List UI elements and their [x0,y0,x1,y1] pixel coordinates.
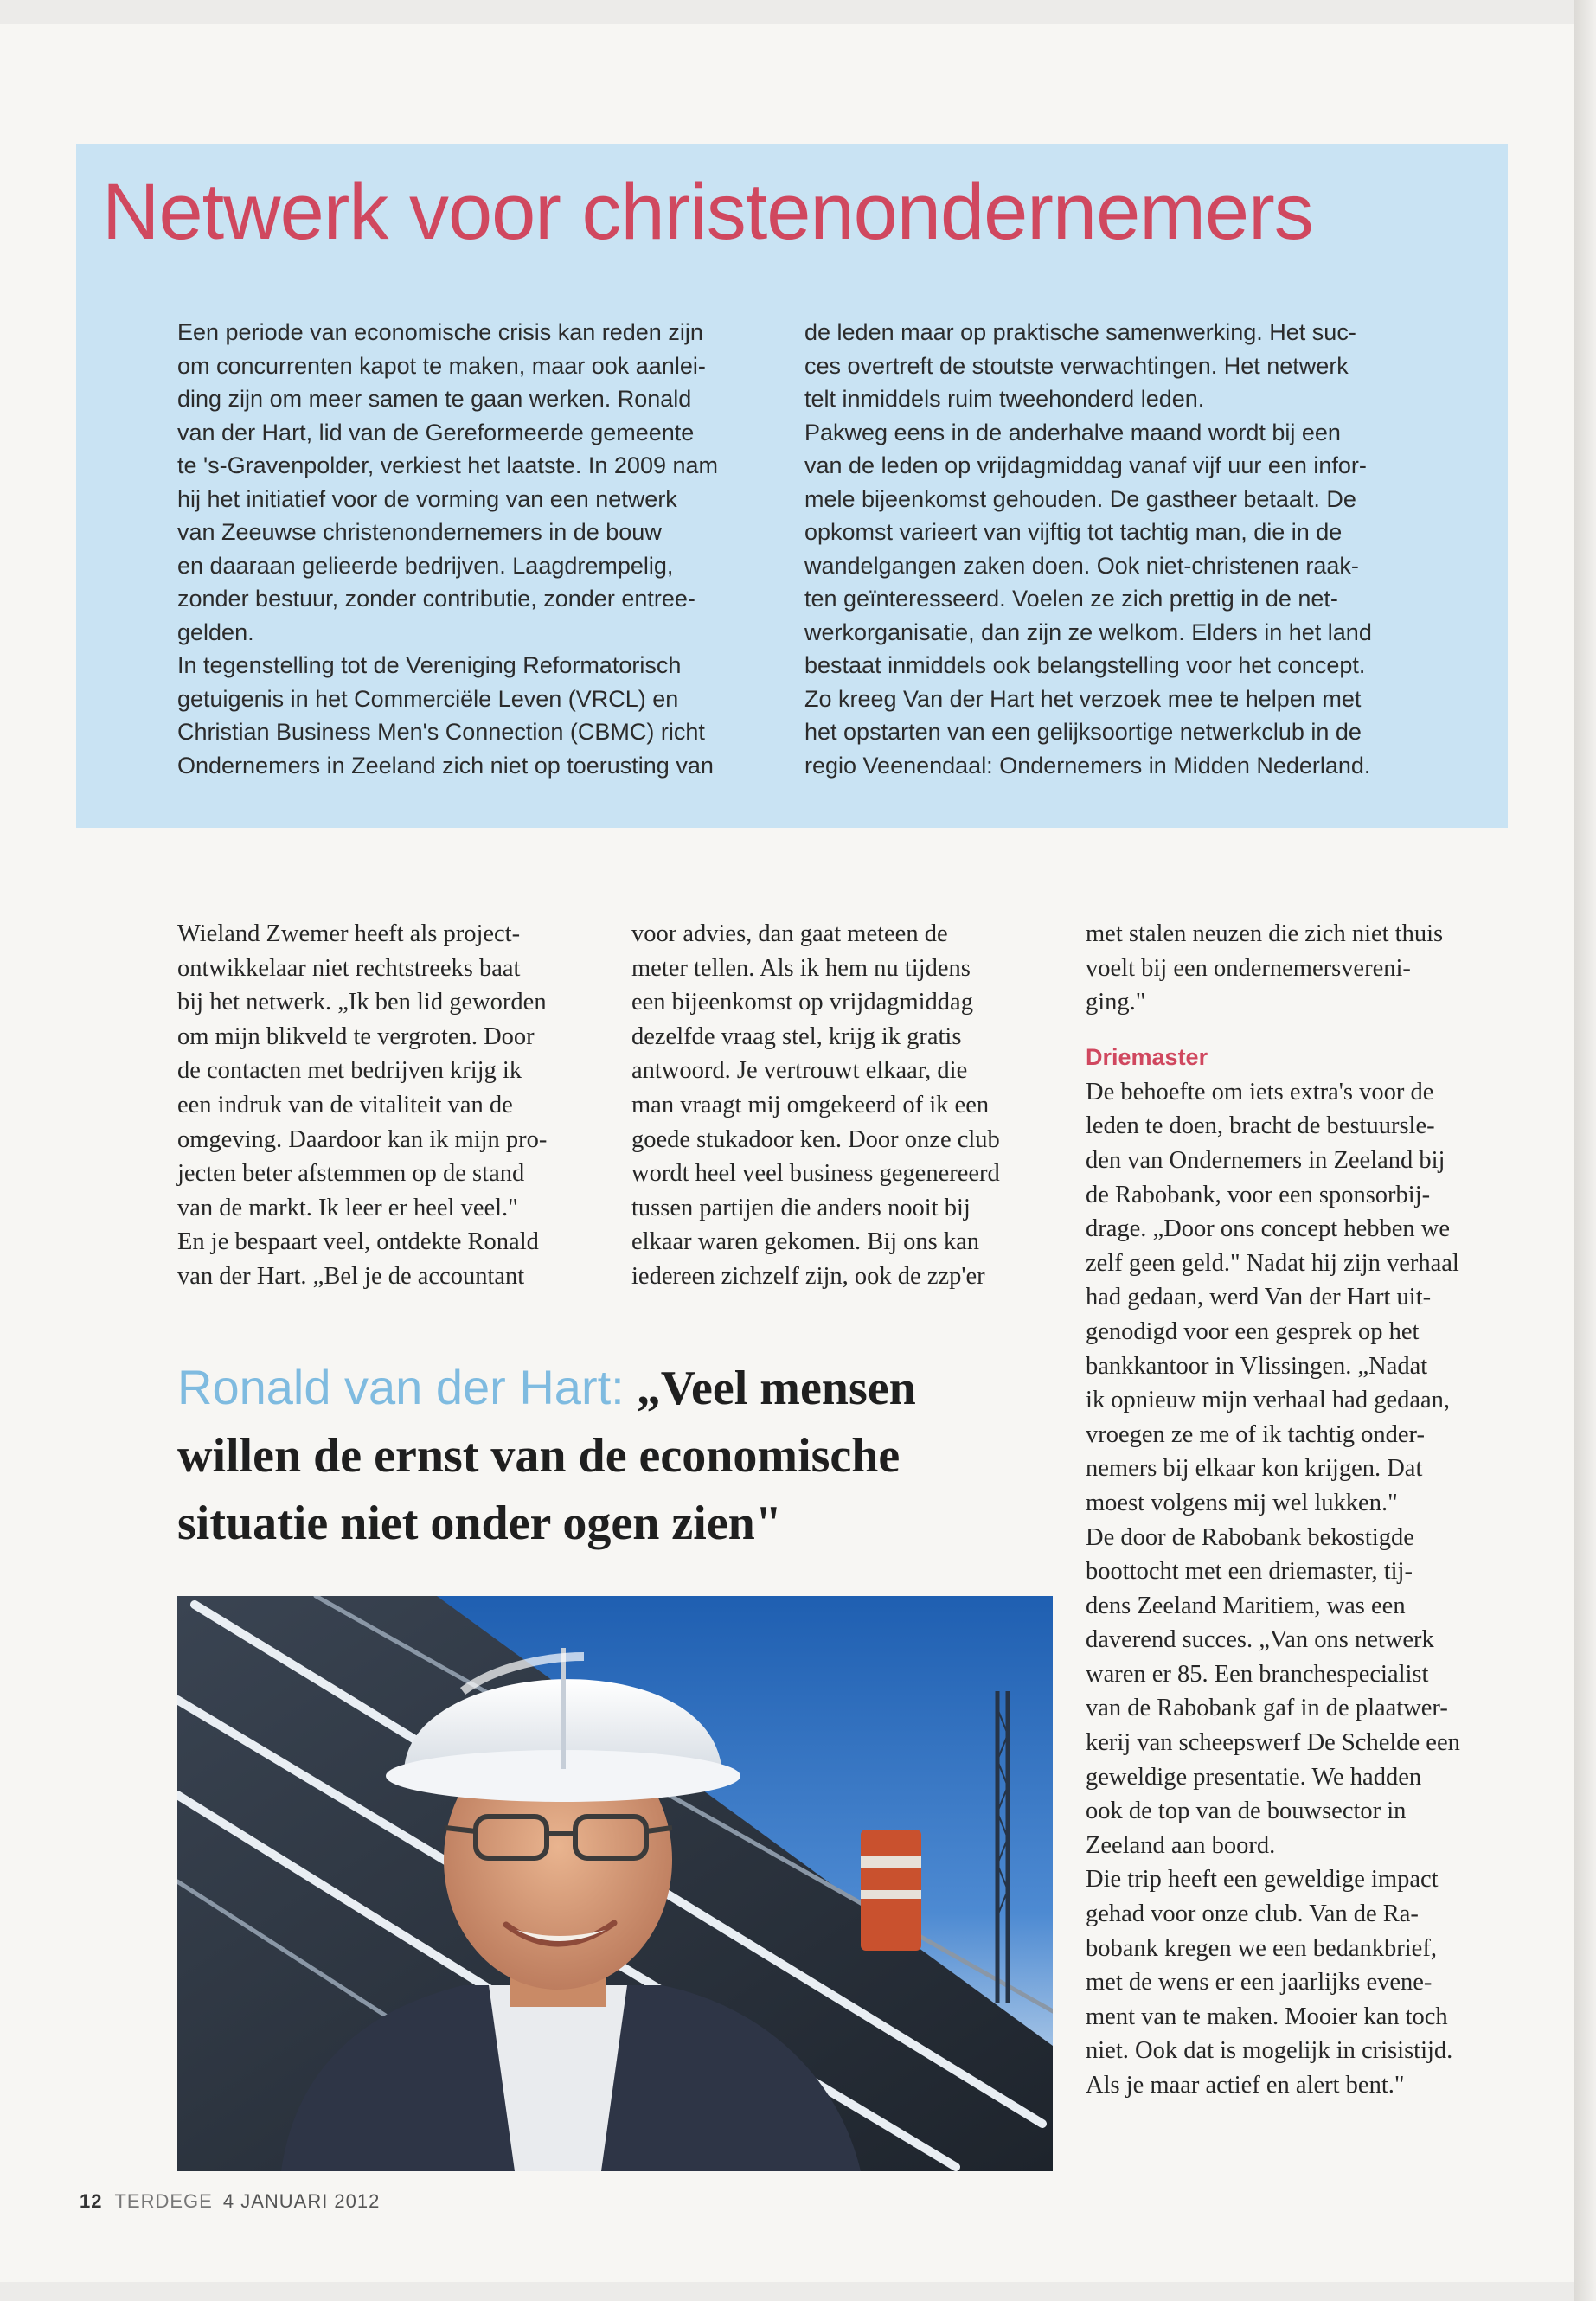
text-line: meter tellen. Als ik hem nu tijdens [631,954,971,982]
text-line: Zo kreeg Van der Hart het verzoek mee te helpen met [804,685,1362,712]
subhead-driemaster: Driemaster [1086,1043,1208,1070]
sidebar-title: Netwerk voor christenondernemers [102,168,1313,256]
pull-quote-speaker: Ronald van der Hart: [177,1360,625,1414]
text-line: wandelgangen zaken doen. Ook niet-christenen raak- [804,552,1359,579]
text-line: wordt heel veel business gegenereerd [631,1160,1000,1188]
text-line: antwoord. Je vertrouwt elkaar, die [631,1057,968,1085]
text-line: gelden. [177,619,254,645]
portrait-photo-illustration [177,1596,1053,2171]
text-line: opkomst varieert van vijftig tot tachtig man, die in de [804,519,1343,545]
text-line: bobank kregen we een bedankbrief, [1086,1934,1437,1962]
text-line: den van Ondernemers in Zeeland bij [1086,1146,1445,1174]
text-line: Een periode van economische crisis kan reden zijn [177,319,703,345]
text-line: jecten beter afstemmen op de stand [177,1160,525,1188]
issue-date: 4 JANUARI 2012 [222,2190,381,2212]
text-line: Als je maar actief en alert bent." [1086,2072,1405,2099]
pull-quote [177,1354,1042,1557]
text-line: genodigd voor een gesprek op het [1086,1317,1420,1345]
article-column-1 [177,917,606,1294]
text-line: Pakweg eens in de anderhalve maand wordt bij een [804,419,1341,445]
folio [80,2190,380,2213]
text-line: Zeeland aan boord. [1086,1831,1276,1859]
text-line: van de Rabobank gaf in de plaatwer- [1086,1695,1448,1722]
text-line: De behoefte om iets extra's voor de [1086,1078,1434,1106]
text-line: De door de Rabobank bekostigde [1086,1523,1414,1551]
text-line: ontwikkelaar niet rechtstreeks baat [177,954,521,982]
magazine-name: TERDEGE [114,2190,213,2212]
text-line: de Rabobank, voor een sponsorbij- [1086,1181,1431,1208]
text-line: mele bijeenkomst gehouden. De gastheer betaalt. De [804,485,1356,512]
text-line: man vraagt mij omgekeerd of ik een [631,1091,990,1118]
text-line: ging." [1086,989,1146,1016]
text-line: niet. Ook dat is mogelijk in crisistijd. [1086,2037,1453,2065]
text-line: van der Hart. „Bel je de accountant [177,1262,525,1290]
text-line: van Zeeuwse christenondernemers in de bouw [177,519,662,545]
text-line: En je bespaart veel, ontdekte Ronald [177,1228,539,1256]
text-line: het opstarten van een gelijksoortige netwerkclub in de [804,719,1362,745]
text-line: goede stukadoor ken. Door onze club [631,1125,1000,1153]
sidebar-column-1 [177,316,766,782]
text-line: vroegen ze me of ik tachtig onder- [1086,1420,1425,1448]
text-line: ten geïnteresseerd. Voelen ze zich prettig in de net- [804,586,1338,612]
text-line: elkaar waren gekomen. Bij ons kan [631,1228,980,1256]
text-line: nemers bij elkaar kon krijgen. Dat [1086,1455,1423,1483]
text-line: voelt bij een ondernemersvereni- [1086,954,1411,982]
text-line: geweldige presentatie. We hadden [1086,1763,1422,1791]
text-line: moest volgens mij wel lukken." [1086,1489,1398,1516]
text-line: dezelfde vraag stel, krijg ik gratis [631,1022,962,1050]
text-line: een indruk van de vitaliteit van de [177,1091,513,1118]
text-line: omgeving. Daardoor kan ik mijn pro- [177,1125,548,1153]
text-line: voor advies, dan gaat meteen de [631,920,948,947]
text-line: zonder bestuur, zonder contributie, zonder entree- [177,586,695,612]
article-column-2 [631,917,1060,1294]
text-line: kerij van scheepswerf De Schelde een [1086,1729,1460,1757]
text-line: te 's-Gravenpolder, verkiest het laatste. In 2009 nam [177,452,718,478]
text-line: iedereen zichzelf zijn, ook de zzp'er [631,1262,985,1290]
text-line: zelf geen geld." Nadat hij zijn verhaal [1086,1249,1459,1277]
text-line: Christian Business Men's Connection (CBMC) richt [177,719,705,745]
text-line: getuigenis in het Commerciële Leven (VRCL) en [177,685,679,712]
text-line: boottocht met een driemaster, tij- [1086,1558,1413,1586]
text-line: van de markt. Ik leer er heel veel." [177,1194,518,1221]
text-line: om mijn blikveld te vergroten. Door [177,1022,535,1050]
text-line: regio Veenendaal: Ondernemers in Midden Nederland. [804,752,1371,779]
text-line: bij het netwerk. „Ik ben lid geworden [177,989,547,1016]
text-line: met de wens er een jaarlijks evene- [1086,1969,1433,1997]
pull-quote-line-2: willen de ernst van de economische [177,1429,901,1483]
pull-quote-line-3: situatie niet onder ogen zien" [177,1497,782,1550]
text-line: waren er 85. Een branchespecialist [1086,1660,1429,1688]
text-line: ment van te maken. Mooier kan toch [1086,2003,1448,2030]
sidebar-column-2 [804,316,1427,782]
text-line: bankkantoor in Vlissingen. „Nadat [1086,1352,1428,1380]
text-line: om concurrenten kapot te maken, maar ook aanlei- [177,352,706,379]
text-line: In tegenstelling tot de Vereniging Reformatorisch [177,652,682,678]
text-line: werkorganisatie, dan zijn ze welkom. Elders in het land [804,619,1372,645]
portrait-photo [177,1596,1053,2171]
pull-quote-line-1 [177,1354,1042,1422]
text-line: Ondernemers in Zeeland zich niet op toerusting van [177,752,714,779]
text-line: de leden maar op praktische samenwerking. Het suc- [804,319,1356,345]
text-line: Wieland Zwemer heeft als project- [177,920,521,947]
text-line: had gedaan, werd Van der Hart uit- [1086,1284,1432,1311]
text-line: leden te doen, bracht de bestuursle- [1086,1112,1435,1140]
page-number: 12 [80,2190,103,2212]
text-line: hij het initiatief voor de vorming van een netwerk [177,485,677,512]
text-line: ding zijn om meer samen te gaan werken. Ronald [177,386,692,412]
text-line: de contacten met bedrijven krijg ik [177,1057,522,1085]
text-line: Die trip heeft een geweldige impact [1086,1866,1439,1894]
article-column-3 [1086,917,1518,2103]
text-line: dens Zeeland Maritiem, was een [1086,1592,1406,1619]
text-line: drage. „Door ons concept hebben we [1086,1215,1451,1243]
text-line: ook de top van de bouwsector in [1086,1798,1407,1825]
text-line: van de leden op vrijdagmiddag vanaf vijf uur een infor- [804,452,1367,478]
text-line: van der Hart, lid van de Gereformeerde gemeente [177,419,695,445]
text-line: telt inmiddels ruim tweehonderd leden. [804,386,1205,412]
text-line: ces overtreft de stoutste verwachtingen. Het netwerk [804,352,1349,379]
text-line: gehad voor onze club. Van de Ra- [1086,1900,1419,1928]
text-line: en daaraan gelieerde bedrijven. Laagdrempelig, [177,552,674,579]
text-line: bestaat inmiddels ook belangstelling voor het concept. [804,652,1366,678]
text-line: tussen partijen die anders nooit bij [631,1194,971,1221]
pull-quote-text: „Veel mensen [636,1362,916,1415]
text-line: daverend succes. „Van ons netwerk [1086,1626,1434,1654]
text-line: met stalen neuzen die zich niet thuis [1086,920,1444,947]
page-edge [1574,0,1596,2301]
text-line: een bijeenkomst op vrijdagmiddag [631,989,973,1016]
text-line: ik opnieuw mijn verhaal had gedaan, [1086,1387,1451,1414]
